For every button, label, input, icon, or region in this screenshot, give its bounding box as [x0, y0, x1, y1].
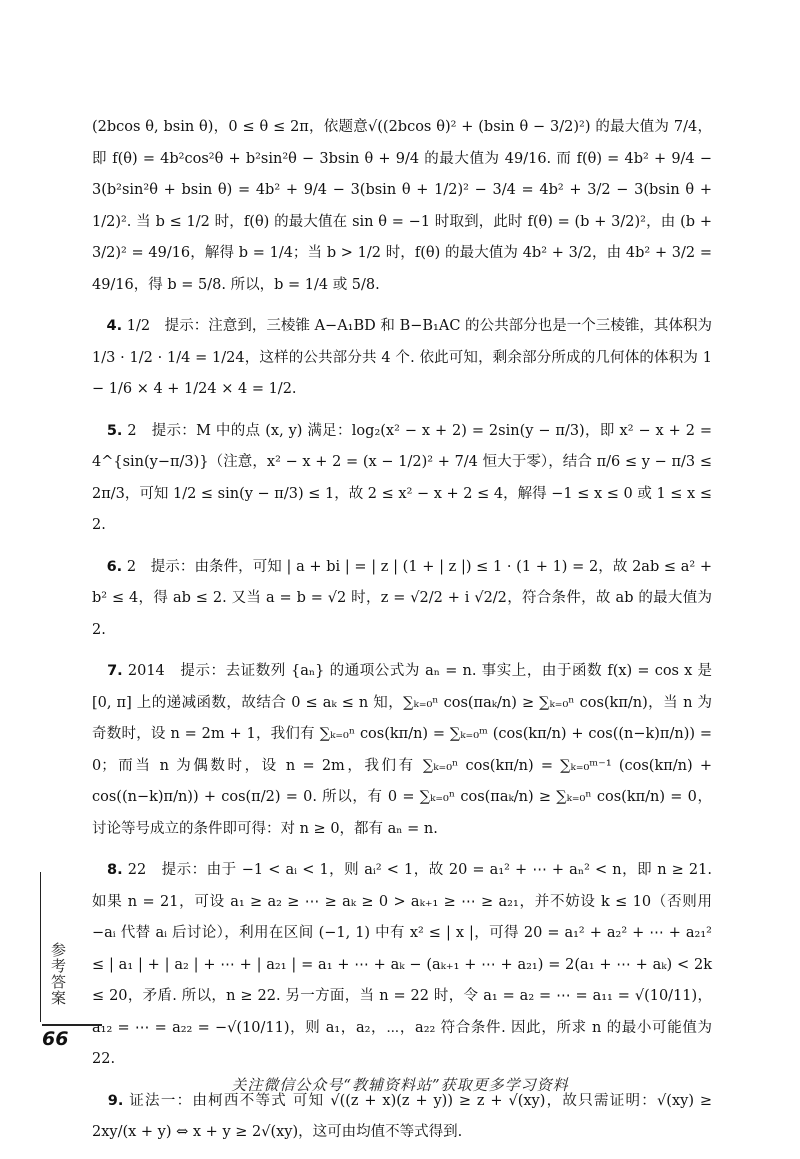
side-tab — [40, 872, 71, 1022]
answer-3-continued — [92, 112, 712, 301]
question-number: 6. — [106, 558, 123, 575]
paragraph-text: 2014 提示：去证数列 {aₙ} 的通项公式为 aₙ = n. 事实上，由于函数 f(x) = cos x 是 [0, π] 上的递减函数，故结合 0 ≤ aₖ ≤ n 知，∑ₖ₌₀ⁿ cos(πaₖ/n) ≥ ∑ₖ₌₀ⁿ cos(kπ/n)，当 n 为奇数时，设 n = 2m + 1，我们有 ∑ₖ₌₀ⁿ cos(kπ/n) = ∑ₖ₌₀ᵐ (cos(kπ/n) + cos((n−k)π/n)) = 0；而当 n 为偶数时，设 n = 2m，我们有 ∑ₖ₌₀ⁿ cos(kπ/n) = ∑ₖ₌₀ᵐ⁻¹ (cos(kπ/n) + cos((n−k)π/n)) + cos(π/2) = 0. 所以，有 0 = ∑ₖ₌₀ⁿ cos(πaₖ/n) ≥ ∑ₖ₌₀ⁿ cos(kπ/n) = 0，讨论等号成立的条件即可得：对 n ≥ 0，都有 aₙ = n. — [92, 663, 713, 837]
paragraph-text: (2bcos θ, bsin θ)，0 ≤ θ ≤ 2π，依题意√((2bcos θ)² + (bsin θ − 3/2)²) 的最大值为 7/4，即 f(θ) = 4b²cos²θ + b²sin²θ − 3bsin θ + 9/4 的最大值为 49/16. 而 f(θ) = 4b² + 9/4 − 3(b²sin²θ + bsin θ) = 4b² + 9/4 − 3(bsin θ + 1/2)² − 3/4 = 4b² + 3/2 − 3(bsin θ + 1/2)². 当 b ≤ 1/2 时，f(θ) 的最大值在 sin θ = −1 时取到，此时 f(θ) = (b + 3/2)²，由 (b + 3/2)² = 49/16，解得 b = 1/4；当 b > 1/2 时，f(θ) 的最大值为 4b² + 3/2，由 4b² + 3/2 = 49/16，得 b = 5/8. 所以，b = 1/4 或 5/8. — [92, 119, 712, 293]
paragraph-text: 2 提示：M 中的点 (x, y) 满足：log₂(x² − x + 2) = 2sin(y − π/3)，即 x² − x + 2 = 4^{sin(y−π/3)}（注意，x² − x + 2 = (x − 1/2)² + 7/4 恒大于零），结合 π/6 ≤ y − π/3 ≤ 2π/3，可知 1/2 ≤ sin(y − π/3) ≤ 1，故 2 ≤ x² − x + 2 ≤ 4，解得 −1 ≤ x ≤ 0 或 1 ≤ x ≤ 2. — [92, 422, 712, 533]
question-number: 7. — [107, 663, 123, 679]
answer-6 — [92, 552, 712, 647]
answer-4 — [92, 311, 712, 406]
side-tab-label: 参考答案 — [49, 942, 67, 1006]
question-number: 4. — [106, 318, 123, 334]
answer-7 — [92, 656, 712, 845]
answer-5 — [92, 416, 712, 542]
paragraph-text: 2 提示：由条件，可知 | a + bi | = | z | (1 + | z |) ≤ 1 · (1 + 1) = 2，故 2ab ≤ a² + b² ≤ 4，得 ab ≤ 2. 又当 a = b = √2 时，z = √2/2 + i √2/2，符合条件，故 ab 的最大值为 2. — [92, 558, 713, 638]
paragraph-text: 证法一：由柯西不等式 可知 √((z + x)(z + y)) ≥ z + √(xy)，故只需证明：√(xy) ≥ 2xy/(x + y) ⇔ x + y ≥ 2√(xy)，这可由均值不等式得到. — [92, 1092, 713, 1140]
page-number: 66 — [42, 1024, 102, 1054]
answer-8 — [92, 855, 712, 1076]
footer-watermark-text: 关注微信公众号“教辅资料站”获取更多学习资料 — [231, 1076, 569, 1094]
question-number: 8. — [107, 862, 123, 878]
paragraph-text: 1/2 提示：注意到，三棱锥 A−A₁BD 和 B−B₁AC 的公共部分也是一个三棱锥，其体积为 1/3 · 1/2 · 1/4 = 1/24，这样的公共部分共 4 个. 依此可知，剩余部分所成的几何体的体积为 1 − 1/6 × 4 + 1/24 × 4 = 1/2. — [92, 318, 713, 397]
question-number: 9. — [107, 1092, 124, 1109]
paragraph-text: 22 提示：由于 −1 < aᵢ < 1，则 aᵢ² < 1，故 20 = a₁² + ⋯ + aₙ² < n，即 n ≥ 21. 如果 n = 21，可设 a₁ ≥ a₂ ≥ ⋯ ≥ aₖ ≥ 0 > aₖ₊₁ ≥ ⋯ ≥ a₂₁，并不妨设 k ≤ 10（否则用 −aᵢ 代替 aᵢ 后讨论），利用在区间 (−1, 1) 中有 x² ≤ | x |，可得 20 = a₁² + a₂² + ⋯ + a₂₁² ≤ | a₁ | + | a₂ | + ⋯ + | a₂₁ | = a₁ + ⋯ + aₖ − (aₖ₊₁ + ⋯ + a₂₁) = 2(a₁ + ⋯ + aₖ) < 2k ≤ 20，矛盾. 所以，n ≥ 22. 另一方面，当 n = 22 时，令 a₁ = a₂ = ⋯ = a₁₁ = √(10/11)，a₁₂ = ⋯ = a₂₂ = −√(10/11)，则 a₁，a₂，⋯，a₂₂ 符合条件. 因此，所求 n 的最小可能值为 22. — [92, 862, 712, 1067]
question-number: 5. — [106, 422, 123, 439]
answer-content — [92, 112, 712, 1159]
